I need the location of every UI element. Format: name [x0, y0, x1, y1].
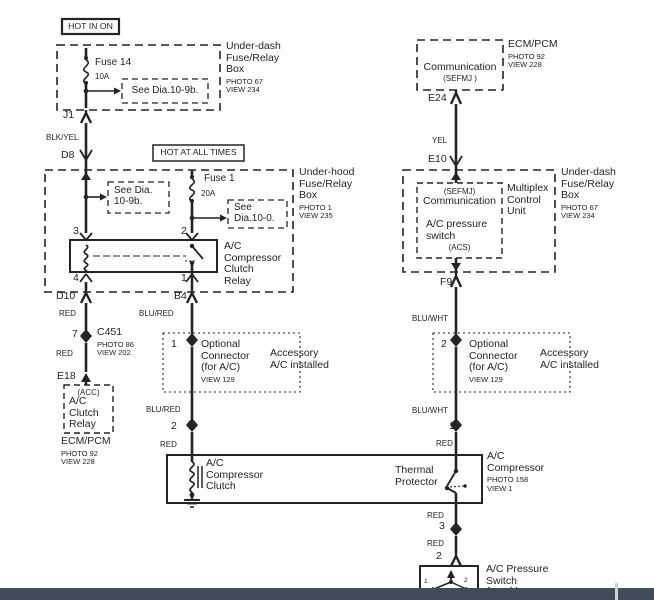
- mux-sefmj-label: (SEFMJ): [443, 187, 476, 196]
- wire-red-6: RED: [427, 539, 444, 548]
- mux-communication-label: Communication: [423, 195, 496, 207]
- wire-blu-wht-2: BLU/WHT: [412, 406, 448, 415]
- left-optional-note: Accessory A/C installed: [270, 347, 329, 371]
- component-solid-boxes: [70, 240, 482, 600]
- compressor-out-pin: 3: [439, 520, 445, 532]
- right-lower-pin: 1: [449, 420, 455, 432]
- relay-pin4: 4: [73, 272, 79, 284]
- clutch-coil-symbol: [190, 462, 194, 492]
- left-lower-pin-symbol: [186, 418, 198, 425]
- left-lower-pin: 2: [171, 420, 177, 432]
- middle-lower-wires: [186, 290, 198, 462]
- relay-switch-blade: [192, 246, 203, 259]
- ecm-pcm-top-label: ECM/PCM PHOTO 92 VIEW 228: [508, 38, 558, 69]
- c451-label: C451 PHOTO 86 VIEW 202: [97, 326, 134, 357]
- left-optional-pin-symbol: [186, 333, 198, 340]
- fuse14-name: Fuse 14: [95, 57, 132, 68]
- hot-at-all-times-banner: HOT AT ALL TIMES: [160, 147, 237, 157]
- f9-connector-symbol: [451, 272, 461, 287]
- relay-pin2-symbol: [186, 233, 198, 240]
- wire-blk-yel: BLK/YEL: [46, 133, 79, 142]
- relay-pin4-symbol: [80, 274, 92, 282]
- acc-relay-label: A/C Clutch Relay: [69, 395, 99, 430]
- bottom-window-bar: [0, 588, 654, 600]
- pressure-in-connector-symbol: [451, 552, 461, 566]
- connector-e24: E24: [428, 92, 447, 104]
- left-optional-pin: 1: [171, 338, 177, 350]
- see-dia-top-ref: See Dia.10-9b.: [131, 85, 199, 96]
- relay-pin1: 1: [181, 272, 187, 284]
- relay-pin3-symbol: [80, 233, 92, 240]
- wire-red-1: RED: [59, 309, 76, 318]
- wire-yel: YEL: [432, 136, 448, 145]
- compressor-out-pin-symbol: [450, 522, 462, 529]
- multiplex-out-arrow: [451, 263, 461, 271]
- connector-e10: E10: [428, 153, 447, 165]
- wire-red-3: RED: [160, 440, 177, 449]
- fuse14-symbol: [84, 60, 89, 83]
- mux-unit-label: Multiplex Control Unit: [507, 182, 549, 217]
- pressure-in-pin: 2: [436, 550, 442, 562]
- see-dia-left-ref: See Dia. 10-9b.: [114, 185, 153, 207]
- right-optional-label: Optional Connector (for A/C) VIEW 129: [469, 338, 518, 384]
- wire-blu-red-2: BLU/RED: [146, 405, 181, 414]
- pin-7: 7: [72, 328, 78, 340]
- bottom-bar-divider: [615, 583, 618, 600]
- see-dia-right-ref: See Dia.10-0.: [234, 202, 275, 224]
- pressure-switch-label: A/C Pressure Switch: [486, 563, 549, 587]
- thermal-protector-blade: [447, 471, 456, 486]
- relay-label: A/C Compressor Clutch Relay: [224, 240, 282, 287]
- underdash-top-label: Under-dash Fuse/Relay Box PHOTO 67 VIEW 234: [226, 40, 281, 94]
- c451-connector-symbol: [80, 329, 92, 336]
- ecm-pcm-bottom-label: ECM/PCM PHOTO 92 VIEW 228: [61, 435, 111, 466]
- connector-j1: J1: [63, 109, 75, 121]
- hot-in-on-banner: HOT IN ON: [68, 21, 113, 31]
- right-optional-note: Accessory A/C installed: [540, 347, 599, 371]
- compressor-name-label: A/C Compressor PHOTO 158 VIEW 1: [487, 450, 545, 493]
- wire-red-5: RED: [427, 511, 444, 520]
- wire-blu-wht-1: BLU/WHT: [412, 314, 448, 323]
- ecm-sefmj-label: (SEFMJ ): [443, 74, 477, 83]
- ecm-communication-label: Communication: [423, 61, 497, 73]
- relay-pin2: 2: [181, 225, 187, 237]
- connector-e18: E18: [57, 370, 76, 382]
- mux-acs-label: (ACS): [448, 243, 471, 252]
- fuse1-name: Fuse 1: [204, 173, 235, 184]
- left-optional-label: Optional Connector (for A/C) VIEW 129: [201, 338, 250, 384]
- underdash-right-label: Under-dash Fuse/Relay Box PHOTO 67 VIEW 234: [561, 166, 616, 220]
- wire-red-4: RED: [436, 439, 453, 448]
- fuse14-rating: 10A: [95, 72, 110, 81]
- fuse1-rating: 20A: [201, 189, 216, 198]
- relay-coil-symbol: [84, 245, 87, 270]
- wire-blu-red-1: BLU/RED: [139, 309, 174, 318]
- right-optional-pin: 2: [441, 338, 447, 350]
- connector-d10: D10: [56, 290, 76, 302]
- left-lower-wires: [80, 290, 92, 385]
- connector-f9: F9: [440, 276, 453, 288]
- compressor-clutch-label: A/C Compressor Clutch: [206, 457, 264, 492]
- j1-connector-symbol: [81, 110, 91, 123]
- e24-connector-symbol: [451, 90, 461, 104]
- ps-inner-pin1: 1: [424, 578, 428, 585]
- underhood-label: Under-hood Fuse/Relay Box PHOTO 1 VIEW 235: [299, 166, 355, 220]
- fuse1-symbol: [190, 179, 195, 201]
- wire-red-2: RED: [56, 349, 73, 358]
- connector-b4: B4: [174, 290, 187, 302]
- right-optional-pin-symbol: [450, 333, 462, 340]
- connector-d8: D8: [61, 149, 75, 161]
- right-column-wires: [450, 90, 462, 566]
- ps-inner-pin2: 2: [464, 577, 468, 584]
- acc-relay-sub: (ACC): [77, 388, 100, 397]
- relay-pin3: 3: [73, 225, 79, 237]
- mux-pressure-switch-label: A/C pressure switch: [426, 218, 488, 242]
- thermal-protector-label: Thermal Protector: [395, 464, 438, 488]
